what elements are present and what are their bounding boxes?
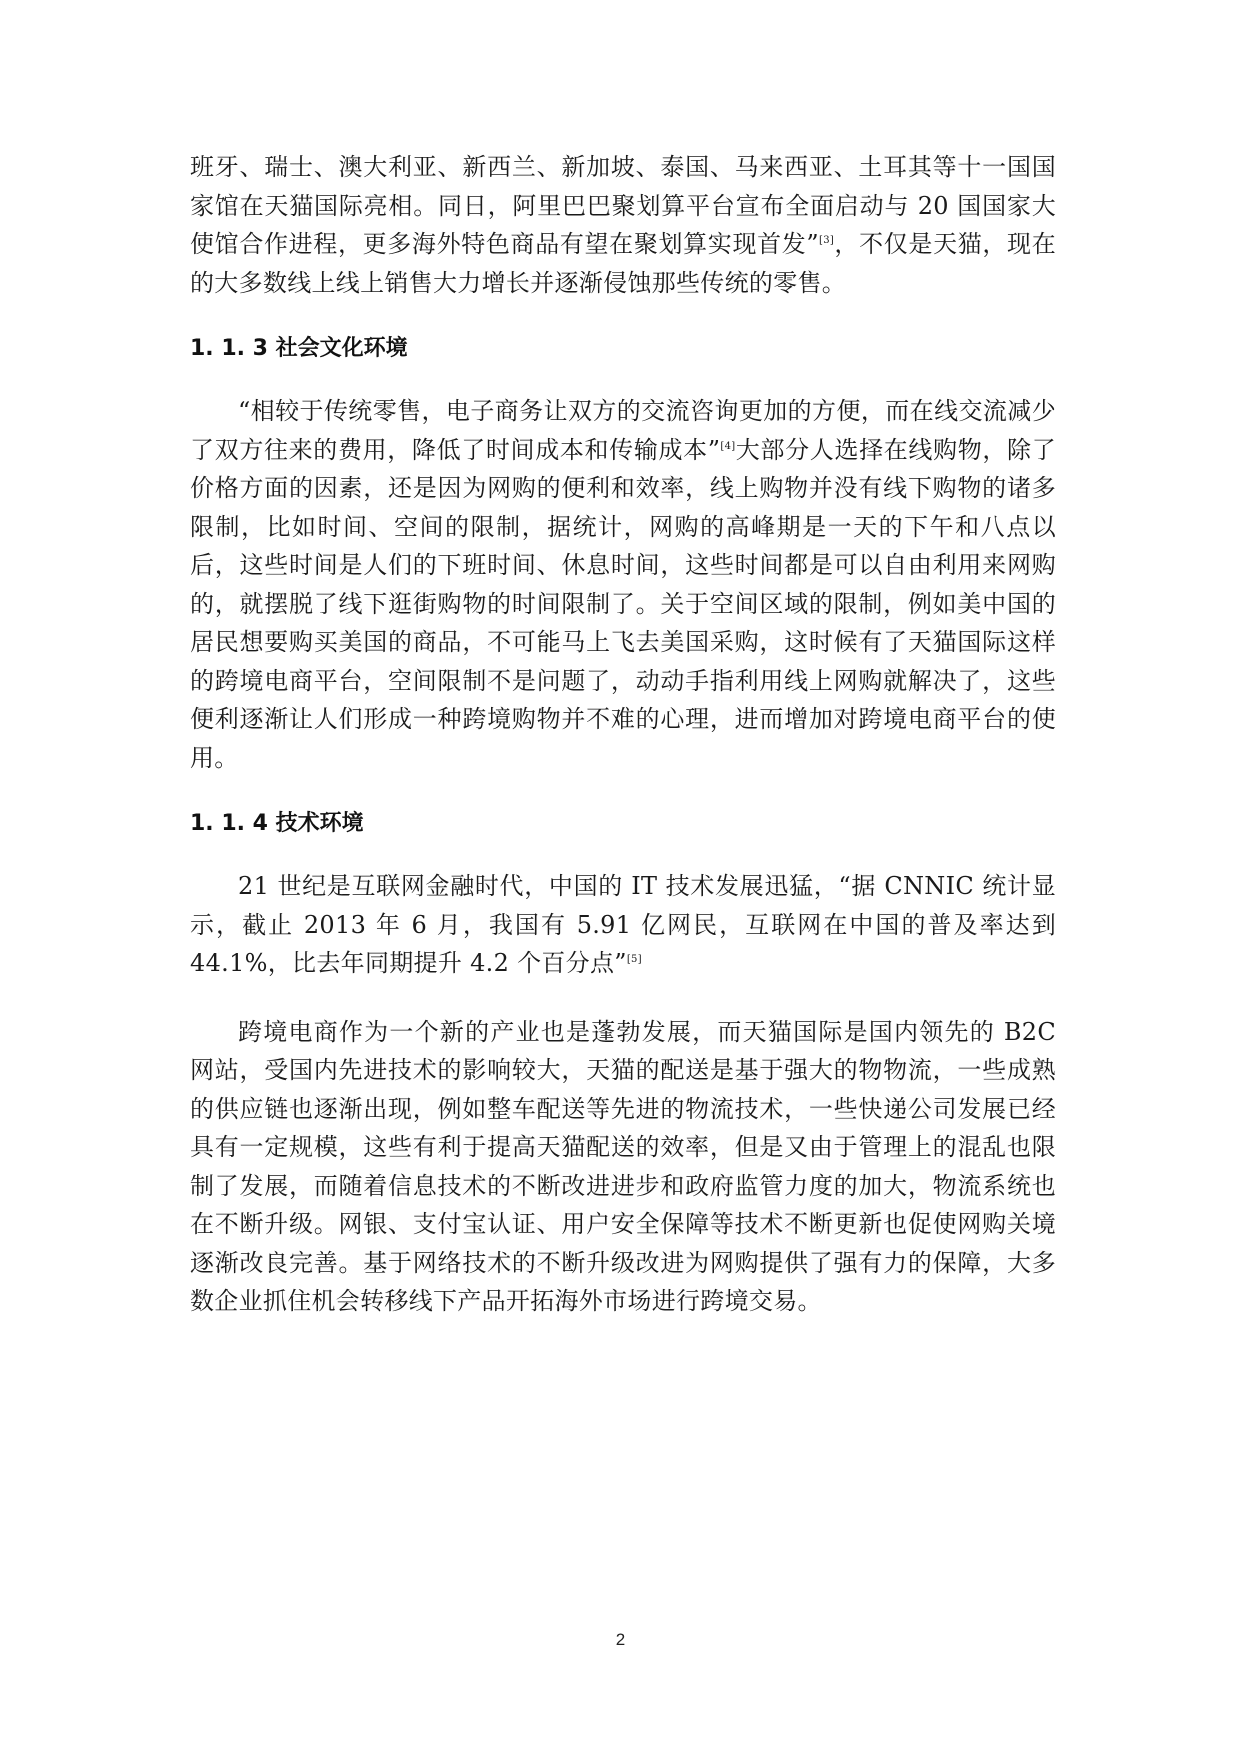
citation-marker: [5] — [626, 954, 642, 965]
paragraph-text: “相较于传统零售，电子商务让双方的交流咨询更加的方便，而在线交流减少了双方往来的费用，降低了时间成本和传输成本” — [190, 397, 1056, 464]
section-heading-social-culture: 1. 1. 3 社会文化环境 — [190, 336, 408, 361]
paragraph-technology-stats — [190, 867, 1056, 983]
section-heading-technology: 1. 1. 4 技术环境 — [190, 811, 364, 836]
paragraph-text: ，不仅是天猫，现在的大多数线上线上销售大力增长并逐渐侵蚀那些传统的零售。 — [190, 230, 1056, 297]
paragraph-text: 21 世纪是互联网金融时代，中国的 IT 技术发展迅猛，“据 CNNIC 统计显示，截止 2013 年 6 月，我国有 5.91 亿网民，互联网在中国的普及率达到 44.1%，比去年同期提升 4.2 个百分点” — [190, 872, 1056, 977]
paragraph-cross-border: 跨境电商作为一个新的产业也是蓬勃发展，而天猫国际是国内领先的 B2C 网站，受国内先进技术的影响较大，天猫的配送是基于强大的物物流，一些成熟的供应链也逐渐出现，例如整车配送等先进的物流技术，一些快递公司发展已经具有一定规模，这些有利于提高天猫配送的效率，但是又由于管理上的混乱也限制了发展，而随着信息技术的不断改进进步和政府监管力度的加大，物流系统也在不断升级。网银、支付宝认证、用户安全保障等技术不断更新也促使网购关境逐渐改良完善。基于网络技术的不断升级改进为网购提供了强有力的保障，大多数企业抓住机会转移线下产品开拓海外市场进行跨境交易。 — [190, 1017, 1056, 1315]
page-number: 2 — [615, 1630, 626, 1649]
page-content — [190, 148, 1056, 1321]
citation-marker: [3] — [819, 235, 835, 246]
paragraph-continuation — [190, 148, 1056, 302]
paragraph-social-culture — [190, 392, 1056, 777]
paragraph-text: 班牙、瑞士、澳大利亚、新西兰、新加坡、泰国、马来西亚、土耳其等十一国国家馆在天猫国际亮相。同日，阿里巴巴聚划算平台宣布全面启动与 20 国国家大使馆合作进程，更多海外特色商品有望在聚划算实现首发” — [190, 153, 1056, 258]
citation-marker: [4] — [720, 440, 736, 452]
paragraph-text: 大部分人选择在线购物，除了价格方面的因素，还是因为网购的便利和效率，线上购物并没有线下购物的诸多限制，比如时间、空间的限制，据统计，网购的高峰期是一天的下午和八点以后，这些时间是人们的下班时间、休息时间，这些时间都是可以自由利用来网购的，就摆脱了线下逛街购物的时间限制了。关于空间区域的限制，例如美中国的居民想要购买美国的商品，不可能马上飞去美国采购，这时候有了天猫国际这样的跨境电商平台，空间限制不是问题了，动动手指利用线上网购就解决了，这些便利逐渐让人们形成一种跨境购物并不难的心理，进而增加对跨境电商平台的使用。 — [190, 435, 1056, 772]
